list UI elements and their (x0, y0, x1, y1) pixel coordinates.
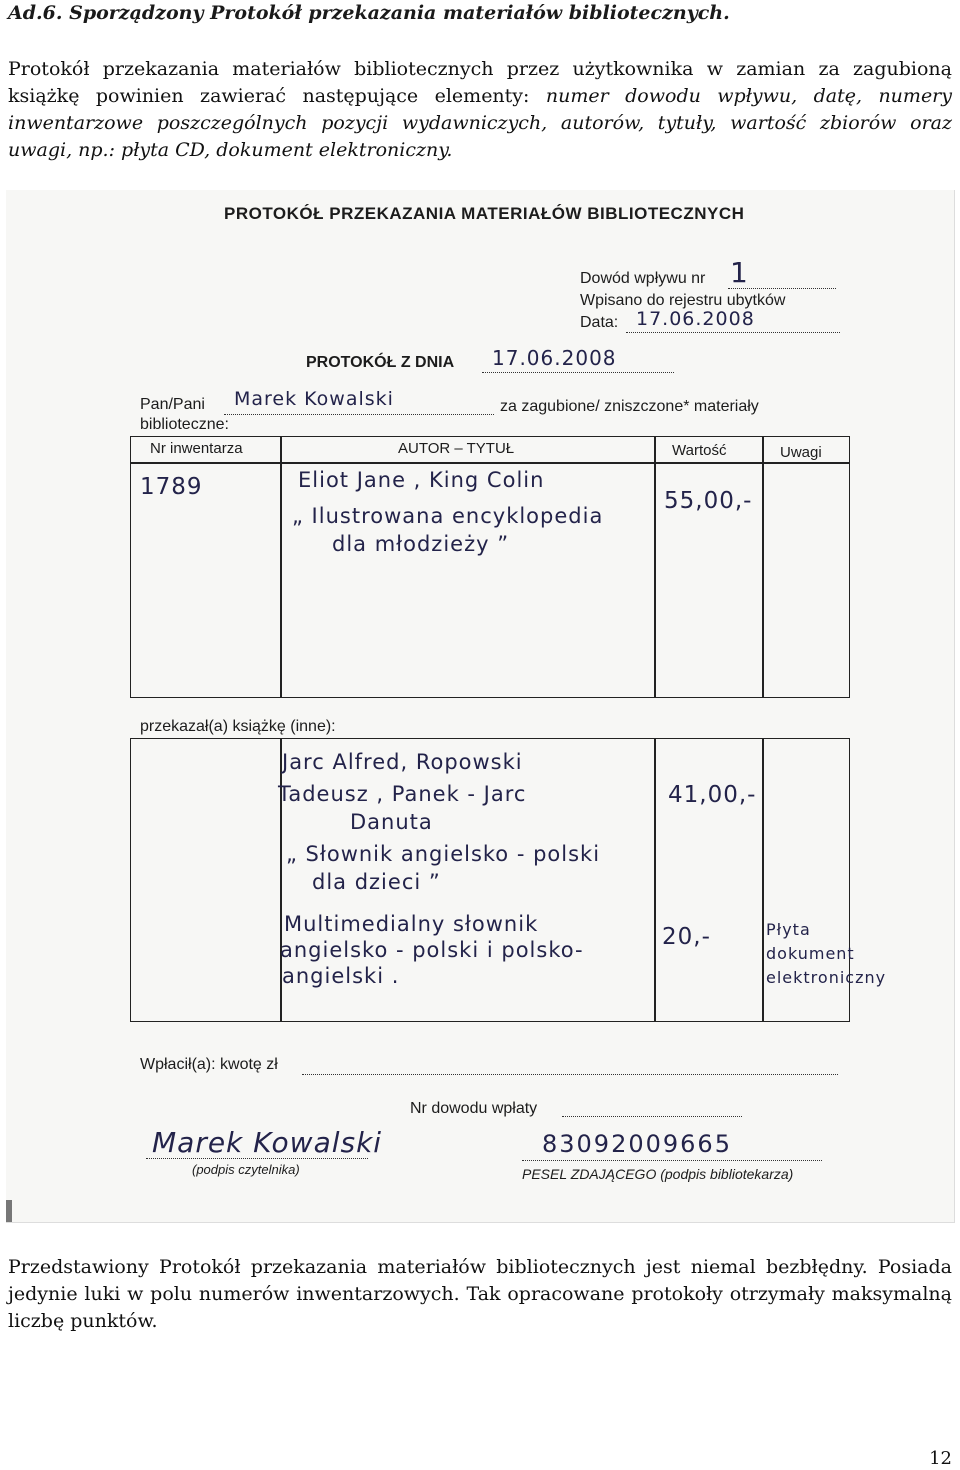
lost-nr-value: 1789 (140, 474, 203, 500)
wplacil-label: Wpłacił(a): kwotę zł (140, 1056, 278, 1073)
pan-label: Pan/Pani (140, 396, 205, 413)
form-title: PROTOKÓŁ PRZEKAZANIA MATERIAŁÓW BIBLIOTECZNYCH (224, 204, 745, 223)
lost-table-header-line (130, 462, 850, 464)
nr-wplaty-dots (562, 1116, 742, 1117)
wplacil-dots (302, 1074, 838, 1075)
protokol-dots (482, 372, 674, 373)
lost-value: 55,00,- (664, 488, 753, 514)
lost-table-col-divider (280, 436, 282, 698)
given-item-line: Multimedialny słownik (284, 912, 539, 936)
given-table-col-divider (762, 738, 764, 1022)
dowod-label: Dowód wpływu nr (580, 270, 706, 287)
intro-plain-text: Protokół przekazania materiałów bibliotecznych przez użytkownika w zamian za zagubioną książkę powinien zawierać następujące elementy: (8, 58, 952, 107)
lost-table-col-divider (762, 436, 764, 698)
given-note: Płyta dokument elektroniczny (766, 920, 887, 987)
given-item-line: Danuta (350, 810, 433, 834)
given-value: 41,00,- (668, 782, 757, 808)
col-header-nr: Nr inwentarza (150, 440, 243, 457)
dowod-dots (728, 288, 836, 289)
pesel-caption: PESEL ZDAJĄCEGO (podpis bibliotekarza) (522, 1166, 794, 1182)
given-items-table (130, 738, 850, 1022)
data-dots (626, 332, 840, 333)
scan-edge-mark (6, 1200, 12, 1222)
reader-signature: Marek Kowalski (152, 1126, 383, 1159)
lost-autor-line: Eliot Jane , King Colin (298, 468, 545, 492)
given-item-line: „ Słownik angielsko - polski (286, 842, 601, 866)
data-label: Data: (580, 314, 619, 331)
given-item-line: Tadeusz , Panek - Jarc (278, 782, 527, 806)
given-item-line: angielski . (282, 964, 400, 988)
nr-wplaty-label: Nr dowodu wpłaty (410, 1100, 538, 1117)
pan-dots (224, 414, 494, 415)
pesel-value: 83092009665 (542, 1130, 732, 1158)
given-item-line: Jarc Alfred, Ropowski (282, 750, 523, 774)
lost-autor-line: dla młodzieży ” (332, 532, 510, 556)
pan-value: Marek Kowalski (234, 388, 394, 410)
rejestr-label: Wpisano do rejestru ubytków (580, 292, 786, 309)
section-heading: Ad.6. Sporządzony Protokół przekazania materiałów bibliotecznych. (8, 2, 730, 24)
given-item-line: dla dzieci ” (312, 870, 441, 894)
intro-italic-text: numer dowodu wpływu, datę, numery inwentarzowe poszczególnych pozycji wydawniczych, autorów, tytuły, wartość zbiorów oraz uwagi, np.: płyta CD, dokument elektroniczny. (8, 85, 952, 161)
given-table-col-divider (654, 738, 656, 1022)
biblioteczne-label: biblioteczne: (140, 416, 229, 433)
podpis-czytelnika-caption: (podpis czytelnika) (192, 1162, 300, 1177)
zagubione-label: za zagubione/ zniszczone* materiały (500, 398, 759, 415)
przekazal-label: przekazał(a) książkę (inne): (140, 718, 336, 735)
lost-autor-line: „ Ilustrowana encyklopedia (292, 504, 604, 528)
scanned-form (6, 190, 955, 1223)
lost-table-col-divider (654, 436, 656, 698)
given-value: 20,- (662, 924, 711, 950)
data-value: 17.06.2008 (636, 308, 755, 330)
col-header-autor: AUTOR – TYTUŁ (398, 440, 515, 457)
signature-dots (146, 1158, 368, 1159)
page-number: 12 (929, 1448, 952, 1469)
dowod-value: 1 (730, 256, 749, 289)
protokol-date-label: PROTOKÓŁ Z DNIA (306, 354, 455, 371)
given-item-line: angielsko - polski i polsko- (280, 938, 584, 962)
summary-paragraph: Przedstawiony Protokół przekazania materiałów bibliotecznych jest niemal bezbłędny. Posiada jedynie luki w polu numerów inwentarzowych. Tak opracowane protokoły otrzymały maksymalną liczbę punktów. (8, 1256, 952, 1332)
intro-paragraph (8, 56, 952, 164)
col-header-wartosc: Wartość (672, 442, 727, 459)
protokol-date-value: 17.06.2008 (492, 346, 617, 370)
pesel-dots (522, 1160, 822, 1161)
col-header-uwagi: Uwagi (780, 444, 822, 461)
